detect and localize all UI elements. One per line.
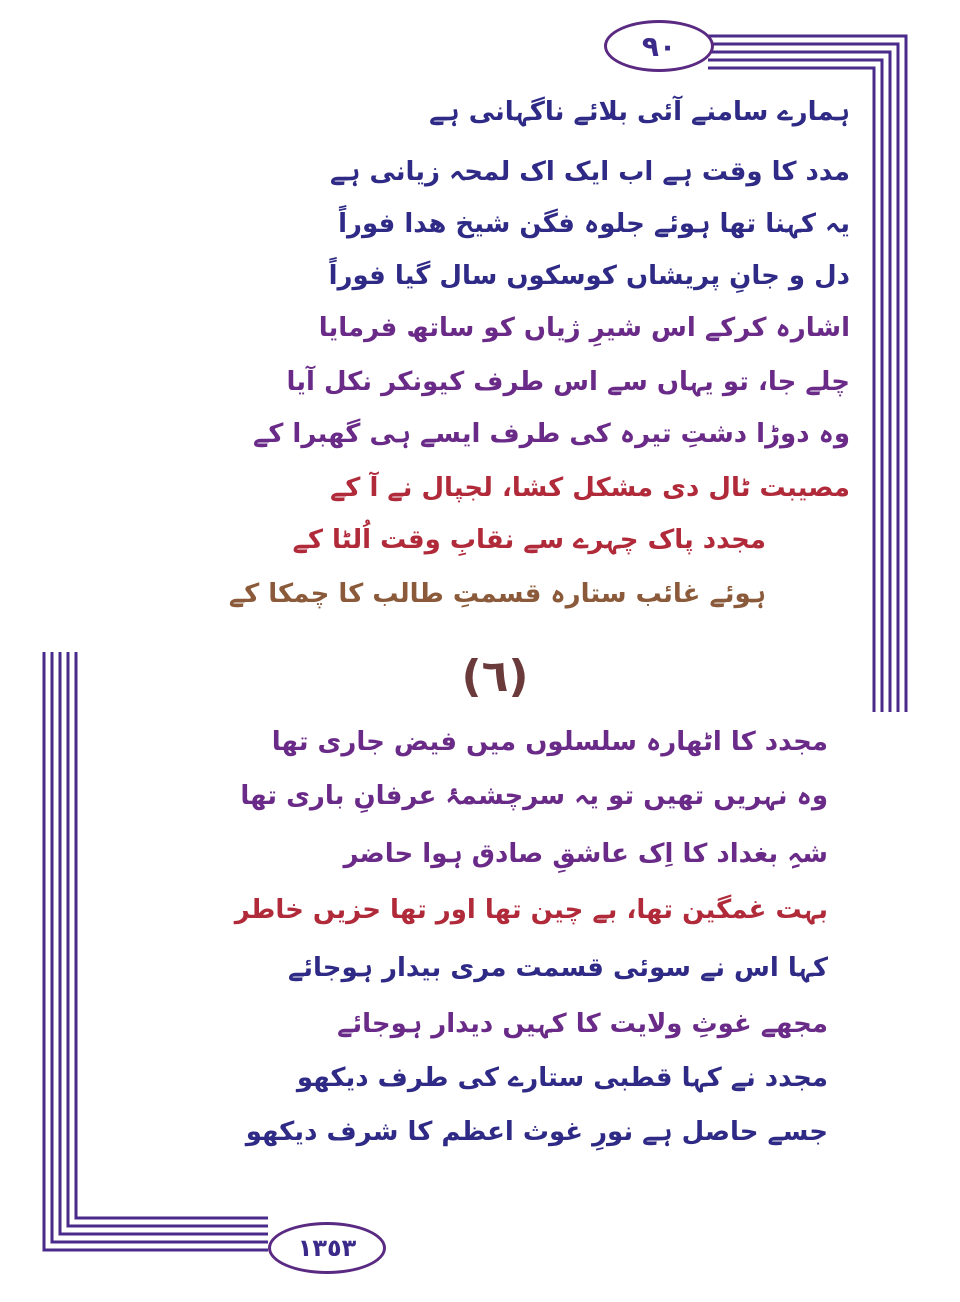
- verse-line: شہِ بغداد کا اِک عاشقِ صادق ہوا حاضر: [343, 839, 828, 869]
- verse-line: مدد کا وقت ہے اب ایک اک لمحہ زیانی ہے: [329, 157, 850, 187]
- verse-line: دل و جانِ پریشاں کوسکوں سال گیا فوراً: [328, 261, 850, 291]
- page-number: ١٣٥٣: [297, 1234, 357, 1262]
- verse-line: مجدد کا اٹھارہ سلسلوں میں فیض جاری تھا: [271, 727, 828, 757]
- verse-line: مجدد پاک چہرے سے نقابِ وقت اُلٹا کے: [292, 525, 766, 555]
- verse-line: مجدد نے کہا قطبی ستارے کی طرف دیکھو: [296, 1063, 828, 1093]
- page-number: ۹۰: [641, 29, 677, 63]
- verse-line: وہ دوڑا دشتِ تیرہ کی طرف ایسے ہی گھبرا کے: [253, 419, 850, 449]
- verse-line: یہ کہنا تھا ہوئے جلوہ فگن شیخ ھدا فوراً: [338, 209, 850, 239]
- page-number-badge: [604, 20, 714, 72]
- verse-line: ہمارے سامنے آئی بلائے ناگہانی ہے: [429, 97, 850, 127]
- verse-line: چلے جا، تو یہاں سے اس طرف کیونکر نکل آیا: [286, 367, 850, 397]
- section-heading: (٦): [461, 651, 529, 702]
- verse-line: کہا اس نے سوئی قسمت مری بیدار ہوجائے: [287, 953, 828, 983]
- verse-line: ہوئے غائب ستارہ قسمتِ طالب کا چمکا کے: [228, 579, 766, 609]
- page-number-badge: [268, 1222, 386, 1274]
- verse-line: اشارہ کرکے اس شیرِ ژیاں کو ساتھ فرمایا: [318, 313, 850, 343]
- verse-line: مجھے غوثِ ولایت کا کہیں دیدار ہوجائے: [337, 1009, 828, 1039]
- verse-line: بہت غمگین تھا، بے چین تھا اور تھا حزیں خاطر: [234, 895, 828, 925]
- verse-line: مصیبت ٹال دی مشکل کشا، لجپال نے آ کے: [330, 473, 850, 503]
- verse-line: وہ نہریں تھیں تو یہ سرچشمۂ عرفانِ باری تھا: [240, 781, 828, 811]
- verse-line: جسے حاصل ہے نورِ غوث اعظم کا شرف دیکھو: [245, 1117, 828, 1147]
